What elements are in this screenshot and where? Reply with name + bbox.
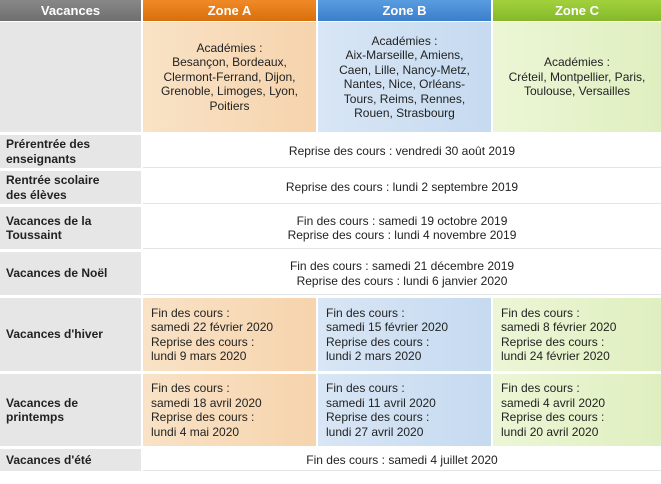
date-line: samedi 15 février 2020 bbox=[326, 320, 449, 334]
academies-zone-b bbox=[318, 22, 493, 135]
academies-zone-a-line: Besançon, Bordeaux, bbox=[172, 55, 287, 70]
common-dates-cell bbox=[143, 252, 661, 298]
academies-zone-b-line: Nantes, Nice, Orléans- bbox=[343, 77, 466, 91]
row-label-line: Vacances de bbox=[6, 395, 79, 410]
hiver-zone-b bbox=[318, 298, 493, 374]
row-label-line: printemps bbox=[6, 410, 65, 424]
row-label-line: enseignants bbox=[6, 151, 77, 166]
row-label-line: Prérentrée des bbox=[6, 137, 91, 151]
row-label-line: Vacances de Noël bbox=[6, 266, 108, 281]
date-line: Reprise des cours : bbox=[326, 410, 430, 424]
row-ete bbox=[0, 449, 661, 471]
row-label-line: Vacances d'hiver bbox=[6, 327, 103, 342]
row-toussaint bbox=[0, 207, 661, 252]
date-line: samedi 4 avril 2020 bbox=[501, 395, 606, 410]
common-dates-cell bbox=[143, 449, 661, 471]
row-label bbox=[0, 207, 143, 252]
row-label bbox=[0, 449, 143, 471]
row-label bbox=[0, 171, 143, 207]
header-zone-c: Zone C bbox=[493, 0, 661, 22]
date-line: Reprise des cours : lundi 4 novembre 2019 bbox=[287, 228, 517, 242]
date-line: lundi 24 février 2020 bbox=[501, 349, 610, 363]
academies-zone-a bbox=[143, 22, 318, 135]
common-dates-cell bbox=[143, 135, 661, 171]
academies-zone-a-line: Académies : bbox=[196, 40, 263, 55]
common-dates-cell bbox=[143, 207, 661, 252]
row-rentree bbox=[0, 171, 661, 207]
date-line: Fin des cours : bbox=[326, 381, 405, 395]
date-line: Reprise des cours : bbox=[326, 334, 430, 349]
academies-zone-b-line: Aix-Marseille, Amiens, bbox=[345, 48, 464, 62]
academies-label-cell bbox=[0, 22, 143, 135]
date-line: Fin des cours : bbox=[326, 305, 405, 320]
academies-zone-b-line: Rouen, Strasbourg bbox=[354, 106, 455, 120]
date-line: samedi 11 avril 2020 bbox=[326, 395, 436, 410]
date-line: lundi 2 mars 2020 bbox=[326, 349, 422, 363]
academies-zone-c-line: Toulouse, Versailles bbox=[523, 84, 631, 99]
printemps-zone-a bbox=[143, 374, 318, 449]
row-label bbox=[0, 374, 143, 449]
row-label bbox=[0, 252, 143, 298]
date-line: Reprise des cours : bbox=[501, 410, 605, 424]
date-line: Reprise des cours : bbox=[151, 334, 255, 349]
date-line: lundi 4 mai 2020 bbox=[151, 424, 240, 439]
row-printemps bbox=[0, 374, 661, 449]
header-zone-b: Zone B bbox=[318, 0, 493, 22]
row-label bbox=[0, 298, 143, 374]
date-line: Reprise des cours : bbox=[151, 410, 255, 424]
date-line: Fin des cours : bbox=[501, 381, 580, 395]
header-vacances: Vacances bbox=[0, 0, 143, 22]
row-hiver bbox=[0, 298, 661, 374]
date-line: Reprise des cours : vendredi 30 août 2019 bbox=[288, 144, 516, 159]
hiver-zone-c bbox=[493, 298, 661, 374]
common-dates-cell bbox=[143, 171, 661, 207]
row-label-line: Vacances de la bbox=[6, 213, 92, 228]
row-prerentree bbox=[0, 135, 661, 171]
date-line: samedi 22 février 2020 bbox=[151, 320, 274, 334]
date-line: Fin des cours : samedi 4 juillet 2020 bbox=[306, 452, 498, 467]
header-zone-a: Zone A bbox=[143, 0, 318, 22]
date-line: samedi 8 février 2020 bbox=[501, 320, 617, 334]
row-noel bbox=[0, 252, 661, 298]
printemps-zone-b bbox=[318, 374, 493, 449]
row-label-line: Vacances d'été bbox=[6, 452, 92, 467]
date-line: Reprise des cours : lundi 6 janvier 2020 bbox=[296, 273, 508, 288]
printemps-zone-c bbox=[493, 374, 661, 449]
academies-zone-a-line: Poitiers bbox=[209, 98, 250, 113]
date-line: Reprise des cours : bbox=[501, 334, 605, 349]
date-line: lundi 20 avril 2020 bbox=[501, 424, 599, 439]
academies-zone-a-line: Grenoble, Limoges, Lyon, bbox=[161, 84, 298, 99]
academies-row bbox=[0, 22, 661, 135]
academies-zone-c-line: Académies : bbox=[543, 55, 611, 70]
row-label-line: des élèves bbox=[6, 187, 67, 202]
academies-zone-b-line: Tours, Reims, Rennes, bbox=[343, 91, 466, 106]
date-line: lundi 27 avril 2020 bbox=[326, 424, 424, 439]
date-line: Fin des cours : bbox=[151, 381, 230, 395]
row-label-line: Toussaint bbox=[6, 228, 62, 242]
row-label-line: Rentrée scolaire bbox=[6, 173, 100, 187]
row-label bbox=[0, 135, 143, 171]
academies-zone-a-line: Clermont-Ferrand, Dijon, bbox=[163, 69, 296, 84]
academies-zone-c bbox=[493, 22, 661, 135]
date-line: lundi 9 mars 2020 bbox=[151, 349, 247, 363]
date-line: Fin des cours : bbox=[501, 305, 580, 320]
date-line: Fin des cours : bbox=[151, 305, 230, 320]
date-line: Fin des cours : samedi 19 octobre 2019 bbox=[296, 213, 508, 228]
date-line: Reprise des cours : lundi 2 septembre 2019 bbox=[285, 180, 519, 195]
academies-zone-c-line: Créteil, Montpellier, Paris, bbox=[508, 69, 646, 84]
academies-zone-b-line: Caen, Lille, Nancy-Metz, bbox=[339, 62, 470, 77]
academies-zone-b-line: Académies : bbox=[371, 33, 438, 48]
date-line: samedi 18 avril 2020 bbox=[151, 395, 262, 410]
hiver-zone-a bbox=[143, 298, 318, 374]
header-row bbox=[0, 0, 661, 22]
date-line: Fin des cours : samedi 21 décembre 2019 bbox=[289, 259, 515, 273]
